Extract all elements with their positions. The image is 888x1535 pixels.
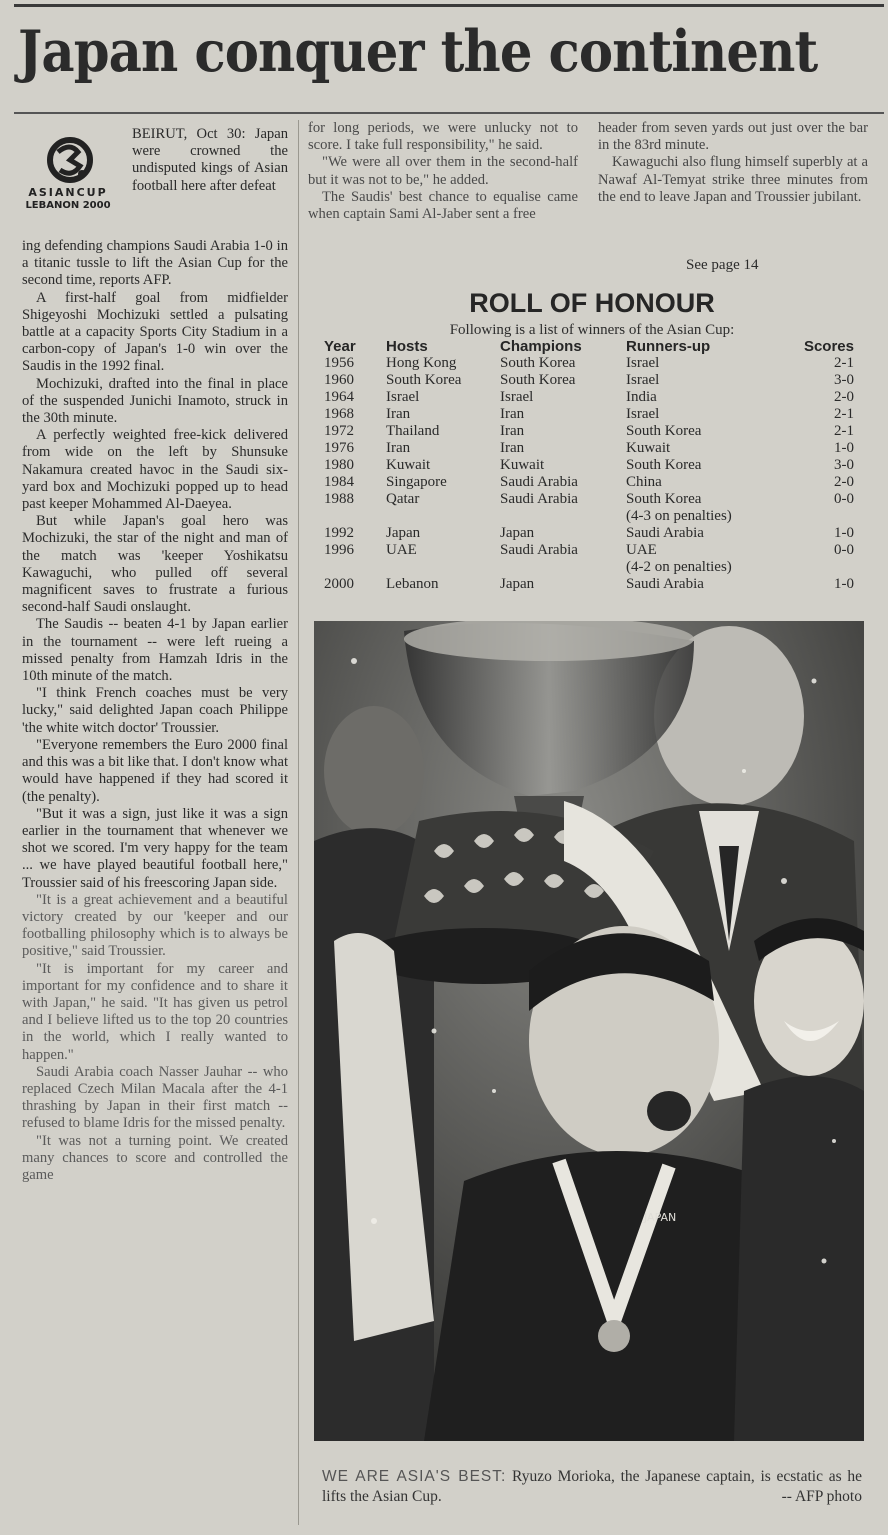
headline-rule xyxy=(14,112,884,114)
cell-hosts: South Korea xyxy=(386,372,462,388)
cell-hosts: Qatar xyxy=(386,491,420,507)
cell-champions: South Korea xyxy=(500,372,576,388)
table-row xyxy=(318,542,858,559)
table-row xyxy=(318,440,858,457)
cell-year: 1972 xyxy=(324,423,354,439)
cell-scores: 0-0 xyxy=(834,491,854,507)
cell-runners-up: Saudi Arabia xyxy=(626,576,704,592)
photo-credit: -- AFP photo xyxy=(781,1488,862,1505)
cell-champions: Kuwait xyxy=(500,457,545,473)
cell-runners-up: South Korea xyxy=(626,491,702,507)
paragraph: ing defending champions Saudi Arabia 1-0 in a titanic tussle to lift the Asian Cup for the second time, reports AFP. xyxy=(22,238,288,289)
cell-champions: Japan xyxy=(500,525,535,541)
cell-champions: Saudi Arabia xyxy=(500,474,578,490)
paragraph: "I think French coaches must be very lucky," said delighted Japan coach Philippe 'the white witch doctor' Troussier. xyxy=(22,685,288,736)
cell-champions: Iran xyxy=(500,406,525,422)
table-row xyxy=(318,355,858,372)
cell-runners-up: UAE xyxy=(626,542,657,558)
cell-scores: 1-0 xyxy=(834,576,854,592)
table-row xyxy=(318,559,858,576)
table-row xyxy=(318,508,858,525)
cell-hosts: Thailand xyxy=(386,423,440,439)
cell-year: 1996 xyxy=(324,542,354,558)
paragraph: The Saudis -- beaten 4-1 by Japan earlier in the tournament -- were left rueing a missed penalty from Hamzah Idris in the 10th minute of the match. xyxy=(22,616,288,685)
shirt-text: JAPAN xyxy=(644,1211,677,1224)
table-row xyxy=(318,474,858,491)
cell-year: 1988 xyxy=(324,491,354,507)
cell-year: 1976 xyxy=(324,440,354,456)
paragraph: "But it was a sign, just like it was a sign earlier in the tournament that whenever we shot we scored. I'm very happy for the team ... we have played beautiful football here," Troussier said of his freescoring Japan side. xyxy=(22,805,288,891)
cell-champions: Iran xyxy=(500,423,525,439)
lead-paragraph: BEIRUT, Oct 30: Japan were crowned the undisputed kings of Asian football here after defeat xyxy=(132,126,288,194)
header-year: Year xyxy=(324,338,356,355)
table-row xyxy=(318,491,858,508)
cell-year: 1968 xyxy=(324,406,354,422)
cell-hosts: Israel xyxy=(386,389,420,405)
paragraph: A first-half goal from midfielder Shigeyoshi Mochizuki settled a pulsating battle at a capacity Sports City Stadium in a carbon-copy of Japan's 1-0 win over the Saudis in the 1992 final. xyxy=(22,289,288,375)
paragraph: A perfectly weighted free-kick delivered from wide on the left by Shunsuke Nakamura created havoc in the Saudi six-yard box and Mochizuki popped up to head past keeper Mohammed Al-Daeyea. xyxy=(22,427,288,513)
cell-runners-up: Saudi Arabia xyxy=(626,525,704,541)
cell-year: 1980 xyxy=(324,457,354,473)
roll-of-honour-intro: Following is a list of winners of the Asian Cup: xyxy=(449,322,735,338)
photo-caption xyxy=(322,1467,862,1507)
cell-hosts: UAE xyxy=(386,542,417,558)
table-row xyxy=(318,406,858,423)
cell-year: 1992 xyxy=(324,525,354,541)
paragraph: "We were all over them in the second-half but it was not to be," he added. xyxy=(308,154,578,188)
paragraph: for long periods, we were unlucky not to score. I take full responsibility," he said. xyxy=(308,120,578,154)
article-column-2 xyxy=(308,120,578,223)
header-hosts: Hosts xyxy=(386,338,428,355)
cell-hosts: Japan xyxy=(386,525,421,541)
cell-hosts: Lebanon xyxy=(386,576,439,592)
caption-lead: WE ARE ASIA'S BEST: xyxy=(322,1468,507,1485)
asian-cup-emblem-icon xyxy=(44,134,96,186)
cell-scores: 3-0 xyxy=(834,372,854,388)
logo-title: ASIANCUP xyxy=(28,186,108,199)
cell-hosts: Singapore xyxy=(386,474,447,490)
table-row xyxy=(318,372,858,389)
logo-subtitle: LEBANON 2000 xyxy=(25,200,111,211)
roll-of-honour-table xyxy=(318,338,858,593)
paragraph: Mochizuki, drafted into the final in place of the suspended Junichi Inamoto, struck in the 30th minute. xyxy=(22,375,288,427)
cell-runners-up: Israel xyxy=(626,406,660,422)
header-runners-up: Runners-up xyxy=(626,338,711,355)
cell-runners-up: South Korea xyxy=(626,423,702,439)
trophy-celebration-image xyxy=(314,621,864,1441)
headline: Japan conquer the continent xyxy=(18,18,818,85)
table-row xyxy=(318,423,858,440)
cell-scores: 2-0 xyxy=(834,474,854,490)
table-row xyxy=(318,576,858,593)
paragraph: "It is important for my career and important for my confidence and to share it with Japan," he said. "It has given us petrol and I believe lifted us to the top 20 countries in the world, which I really wanted to happen." xyxy=(22,960,288,1063)
cell-scores: 0-0 xyxy=(834,542,854,558)
cell-scores: 2-1 xyxy=(834,406,854,422)
asian-cup-logo xyxy=(18,128,130,228)
cell-champions: Saudi Arabia xyxy=(500,491,578,507)
paragraph: "It was not a turning point. We created many chances to score and controlled the game xyxy=(22,1132,288,1183)
paragraph: But while Japan's goal hero was Mochizuki, the star of the night and man of the match was 'keeper Yoshikatsu Kawaguchi, who pulled off several magnificent saves to frustrate a furious second-half Saudi onslaught. xyxy=(22,513,288,616)
cell-year: 1956 xyxy=(324,355,354,371)
article-column-1 xyxy=(22,238,288,1184)
cell-scores: 2-0 xyxy=(834,389,854,405)
cell-hosts: Kuwait xyxy=(386,457,431,473)
cell-hosts: Iran xyxy=(386,406,411,422)
table-row xyxy=(318,525,858,542)
cell-year: 1960 xyxy=(324,372,354,388)
caption-text: Ryuzo Morioka, the Japanese captain, is ecstatic as he lifts the Asian Cup. xyxy=(322,1468,862,1505)
paragraph: Saudi Arabia coach Nasser Jauhar -- who replaced Czech Milan Macala after the 4-1 thrashing by Japan in their first match -- refused to blame Idris for the missed penalty. xyxy=(22,1063,288,1132)
paragraph: "It is a great achievement and a beautiful victory created by our 'keeper and our footballing philosophy which is to always be positive," said Troussier. xyxy=(22,891,288,960)
cell-year: 2000 xyxy=(324,576,354,592)
cell-champions: Israel xyxy=(500,389,534,405)
column-divider xyxy=(298,120,299,1525)
cell-hosts: Hong Kong xyxy=(386,355,457,371)
cell-year: 1964 xyxy=(324,389,354,405)
cell-scores: 1-0 xyxy=(834,440,854,456)
table-row xyxy=(318,389,858,406)
roll-of-honour-title: ROLL OF HONOUR xyxy=(469,288,715,318)
cell-scores: 2-1 xyxy=(834,355,854,371)
cell-champions: Japan xyxy=(500,576,535,592)
cell-runners-up: China xyxy=(626,474,662,490)
cell-runners-up: Israel xyxy=(626,355,660,371)
cell-hosts: Iran xyxy=(386,440,411,456)
cell-runners-up: (4-2 on penalties) xyxy=(626,559,732,575)
paragraph: Kawaguchi also flung himself superbly at a Nawaf Al-Temyat strike three minutes from the end to leave Japan and Troussier jubilant. xyxy=(598,154,868,205)
paragraph: The Saudis' best chance to equalise came when captain Sami Al-Jaber sent a free xyxy=(308,188,578,223)
cell-runners-up: South Korea xyxy=(626,457,702,473)
cell-year: 1984 xyxy=(324,474,354,490)
article-column-3 xyxy=(598,120,868,206)
cell-champions: Iran xyxy=(500,440,525,456)
cell-runners-up: Kuwait xyxy=(626,440,671,456)
top-rule xyxy=(14,4,884,7)
paragraph: header from seven yards out just over the bar in the 83rd minute. xyxy=(598,120,868,154)
cell-champions: Saudi Arabia xyxy=(500,542,578,558)
paragraph: "Everyone remembers the Euro 2000 final and this was a bit like that. I don't know what would have happened if they had scored it (the penalty). xyxy=(22,736,288,805)
cell-scores: 1-0 xyxy=(834,525,854,541)
cell-scores: 2-1 xyxy=(834,423,854,439)
table-row xyxy=(318,457,858,474)
table-header-row xyxy=(318,338,858,355)
cell-scores: 3-0 xyxy=(834,457,854,473)
cell-runners-up: Israel xyxy=(626,372,660,388)
header-champions: Champions xyxy=(500,338,582,355)
cell-runners-up: (4-3 on penalties) xyxy=(626,508,732,524)
trophy-photo xyxy=(314,621,864,1441)
see-page-link[interactable]: See page 14 xyxy=(686,257,759,273)
cell-runners-up: India xyxy=(626,389,657,405)
table-body xyxy=(318,355,858,593)
cell-champions: South Korea xyxy=(500,355,576,371)
header-scores: Scores xyxy=(803,338,854,355)
